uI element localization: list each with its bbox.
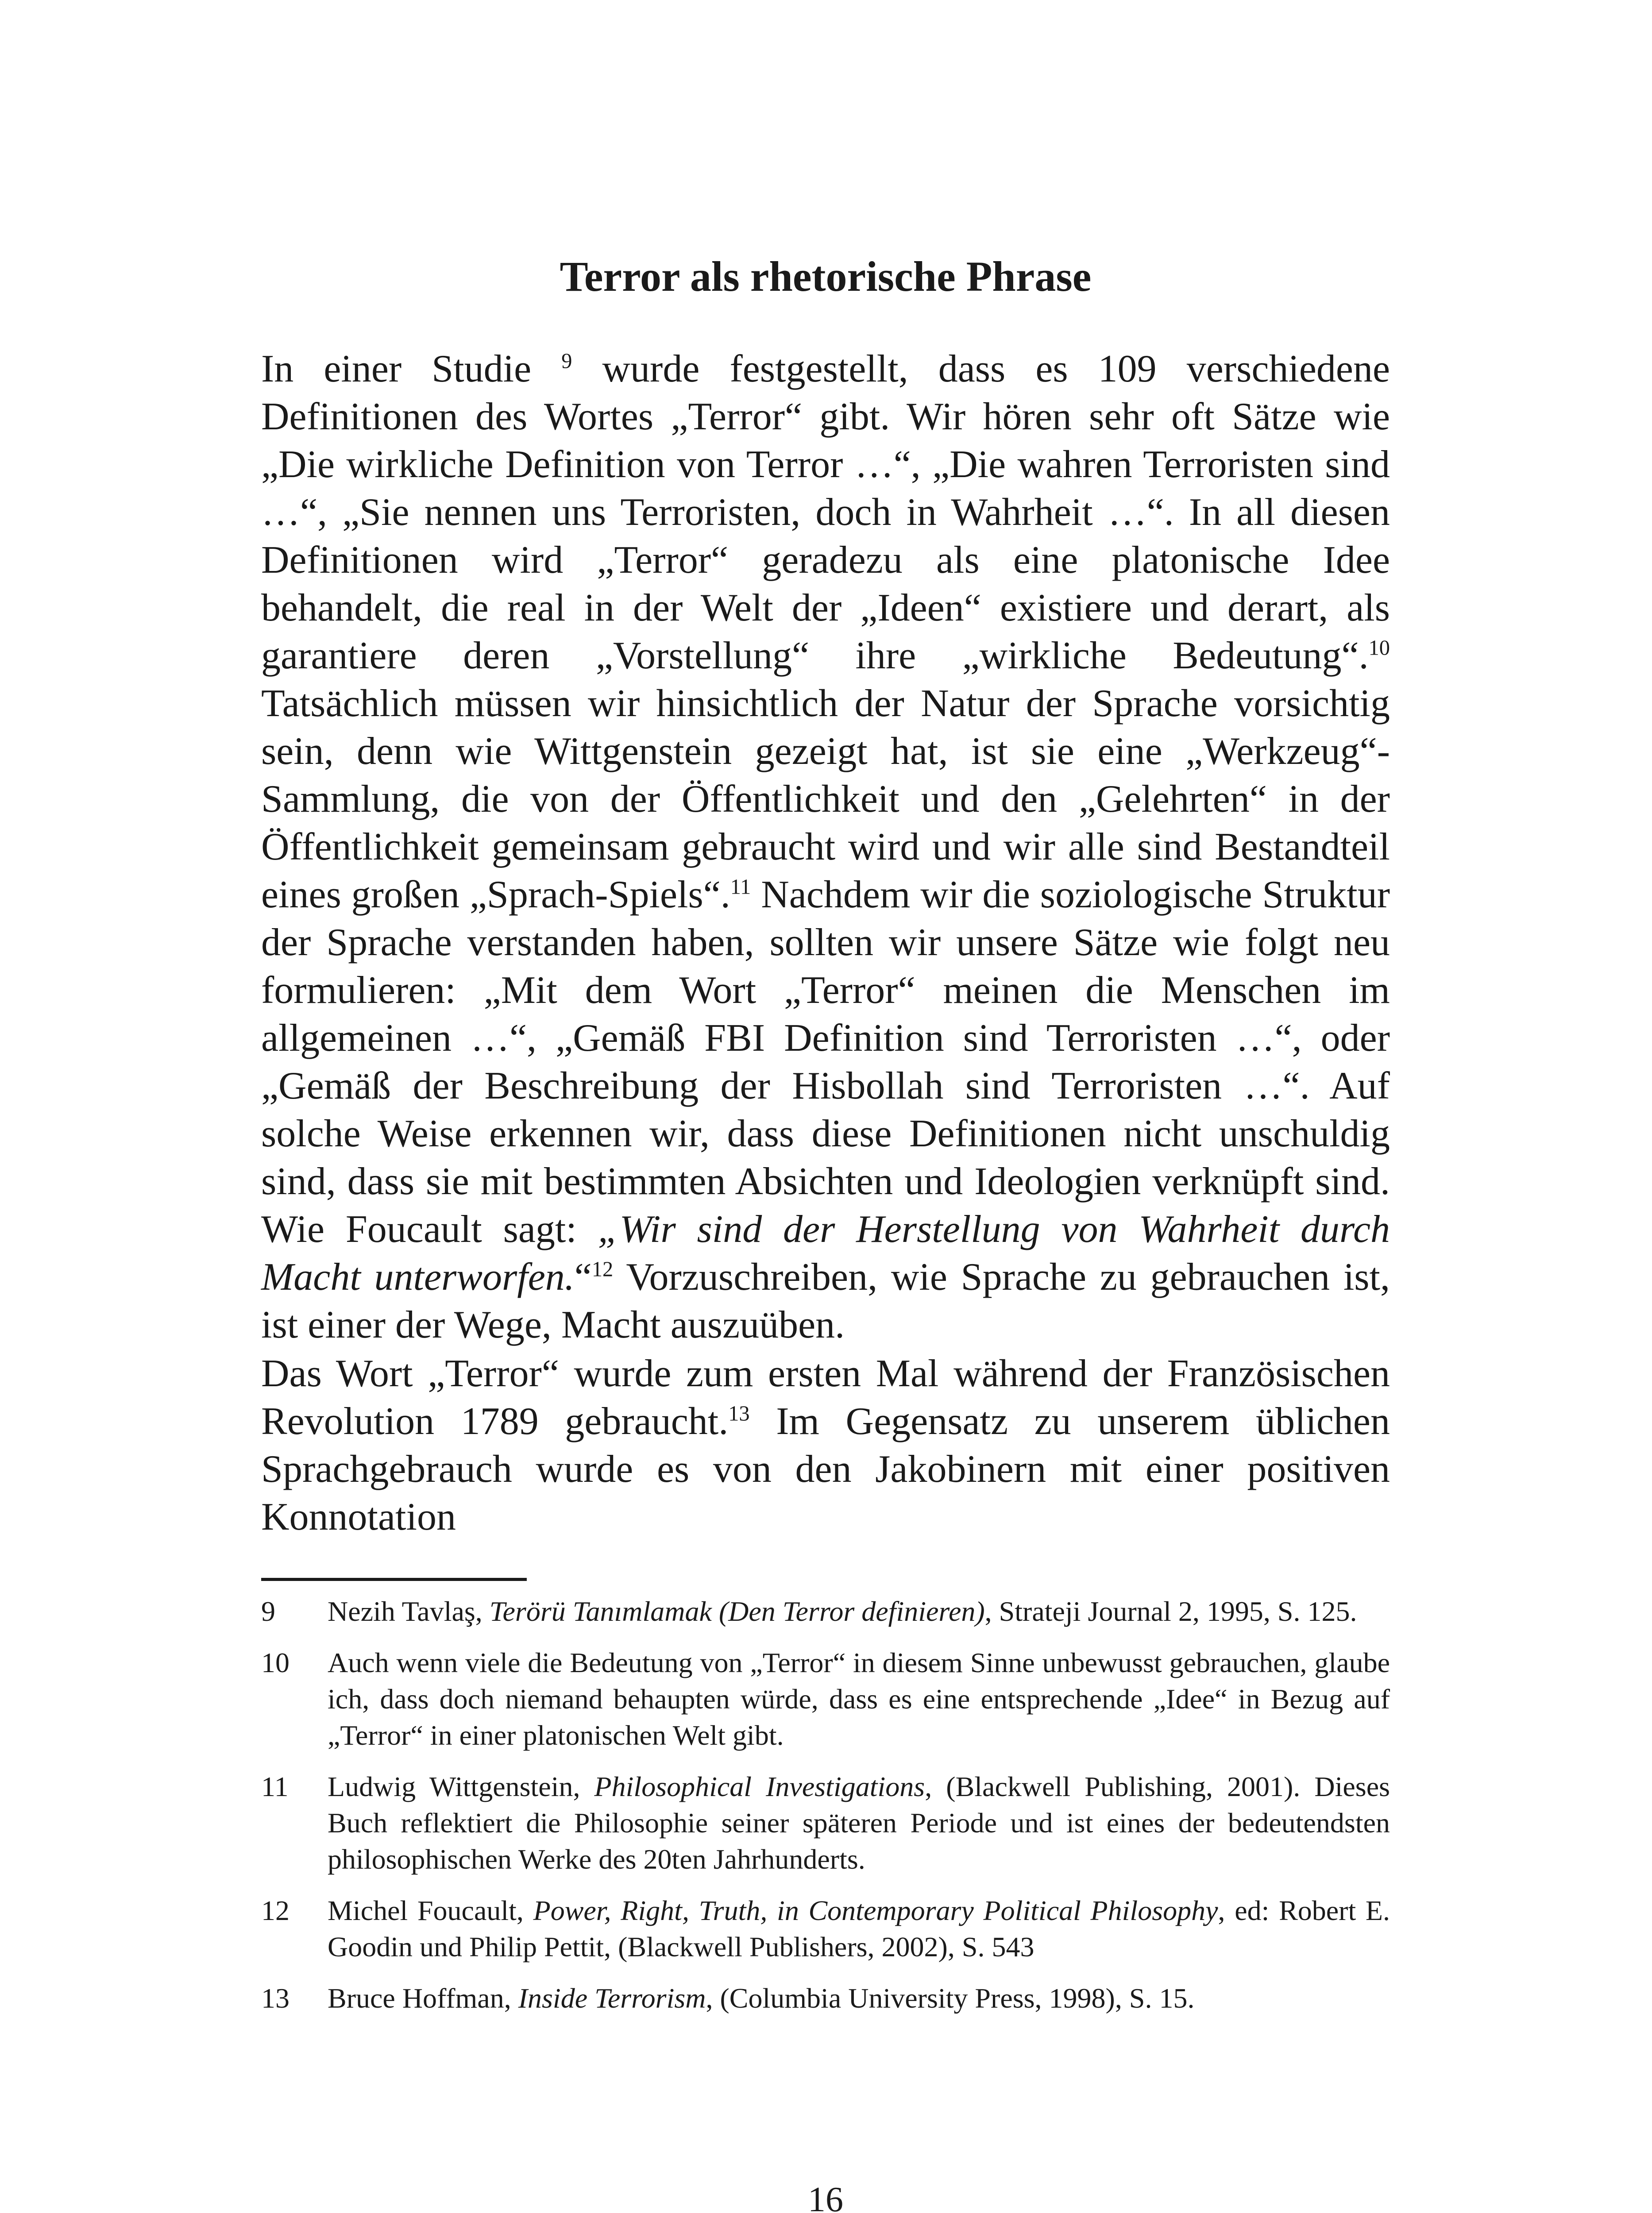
- footnote-number: 12: [261, 1895, 289, 1926]
- page-number: 16: [808, 2180, 843, 2213]
- footnote-author: Bruce Hoffman,: [328, 1982, 518, 2014]
- footnote-rest: , (Blackwell Publishing, 2001). Dieses Buch reflektiert die Philosophie seiner späteren Periode und ist eines der bedeutendsten philosophischen Werke des 20ten Jahrhunderts.: [328, 1771, 1390, 1875]
- footnote-author: Michel Foucault,: [328, 1895, 533, 1926]
- footnote-ref-10[interactable]: 10: [1368, 636, 1390, 660]
- text-run: In einer Studie: [261, 347, 562, 390]
- footnote-title: Terörü Tanımlamak (Den Terror definieren): [489, 1596, 985, 1627]
- text-run: Das Wort „Terror“ wurde zum ersten Mal während der Französischen Revolution 1789 gebraucht.: [261, 1352, 1390, 1443]
- footnote-number: 9: [261, 1596, 275, 1627]
- footnote-number: 10: [261, 1647, 289, 1678]
- text-run: wurde festgestellt, dass es 109 verschiedene Definitionen des Wortes „Terror“ gibt. Wir hören sehr oft Sätze wie „Die wirkliche Definition von Terror …“, „Die wahren Terroristen sind …“, „Sie nennen uns Terroristen, doch in Wahrheit …“. In all diesen Definitionen wird „Terror“ geradezu als eine platonische Idee behandelt, die real in der Welt der „Ideen“ existiere und derart, als garantiere deren „Vorstellung“ ihre „wirkliche Bedeutung“.: [261, 347, 1390, 677]
- text-run: Im Gegensatz zu unserem üblichen Sprachgebrauch wurde es von den Jakobinern mit einer positiven Konnotation: [261, 1400, 1390, 1538]
- footnote-rest: , ed: Robert E. Goodin und Philip Pettit, (Blackwell Publishers, 2002), S. 543: [328, 1895, 1390, 1962]
- footnote-number: 11: [261, 1771, 289, 1802]
- footnote-text: [328, 1769, 1390, 1878]
- text-run: “: [574, 1256, 592, 1299]
- text-run: Tatsächlich müssen wir hinsichtlich der Natur der Sprache vorsichtig sein, denn wie Wittgenstein gezeigt hat, ist sie eine „Werkzeug“-Sammlung, die von der Öffentlichkeit und den „Gelehrten“ in der Öffentlichkeit gemeinsam gebraucht wird und wir alle sind Bestandteil eines großen „Sprach-Spiels“.: [261, 682, 1390, 916]
- footnote-rest: , (Columbia University Press, 1998), S. 15.: [706, 1982, 1195, 2014]
- footnote-title: Inside Terrorism: [518, 1982, 706, 2014]
- foucault-quote: „Wir sind der Herstellung von Wahrheit durch Macht unterworfen.: [261, 1208, 1390, 1299]
- footnote-ref-13[interactable]: 13: [728, 1402, 750, 1426]
- text-run: Nachdem wir die soziologische Struktur der Sprache verstanden haben, sollten wir unsere Sätze wie folgt neu formulieren: „Mit dem Wort „Terror“ meinen die Menschen im allgemeinen …“, „Gemäß FBI Definition sind Terroristen …“, oder „Gemäß der Beschreibung der Hisbollah sind Terroristen …“. Auf solche Weise erkennen wir, dass diese Definitionen nicht unschuldig sind, dass sie mit bestimmten Absichten und Ideologien verknüpft sind. Wie Foucault sagt:: [261, 873, 1390, 1251]
- footnote-text: [328, 1893, 1390, 1965]
- footnote-11: [261, 1769, 1390, 1878]
- footnote-12: [261, 1893, 1390, 1965]
- footnote-title: Power, Right, Truth, in Contemporary Political Philosophy: [533, 1895, 1218, 1926]
- footnote-10: [261, 1645, 1390, 1754]
- body-paragraph-2: [261, 1350, 1390, 1541]
- footnote-text: Auch wenn viele die Bedeutung von „Terror“ in diesem Sinne unbewusst gebrauchen, glaube ich, dass doch niemand behaupten würde, dass es eine entsprechende „Idee“ in Bezug auf „Terror“ in einer platonischen Welt gibt.: [328, 1647, 1390, 1751]
- footnote-author: Ludwig Wittgenstein,: [328, 1771, 594, 1802]
- footnote-ref-9[interactable]: 9: [561, 349, 572, 373]
- footnote-text: [328, 1980, 1390, 2016]
- footnote-title: Philosophical Investigations: [594, 1771, 925, 1802]
- body-paragraph-1: [261, 345, 1390, 1349]
- footnote-number: 13: [261, 1982, 289, 2014]
- footnote-author: Nezih Tavlaş,: [328, 1596, 490, 1627]
- footnote-divider: [261, 1578, 527, 1581]
- section-heading: Terror als rhetorische Phrase: [560, 253, 1092, 300]
- text-run: Vorzuschreiben, wie Sprache zu gebrauchen ist, ist einer der Wege, Macht auszuüben.: [261, 1256, 1390, 1346]
- footnote-ref-11[interactable]: 11: [730, 875, 751, 899]
- footnotes: [261, 1593, 1390, 2032]
- footnote-9: [261, 1593, 1390, 1630]
- footnote-ref-12[interactable]: 12: [591, 1257, 614, 1281]
- footnote-13: [261, 1980, 1390, 2016]
- footnote-rest: , Strateji Journal 2, 1995, S. 125.: [984, 1596, 1357, 1627]
- footnote-text: [328, 1593, 1390, 1630]
